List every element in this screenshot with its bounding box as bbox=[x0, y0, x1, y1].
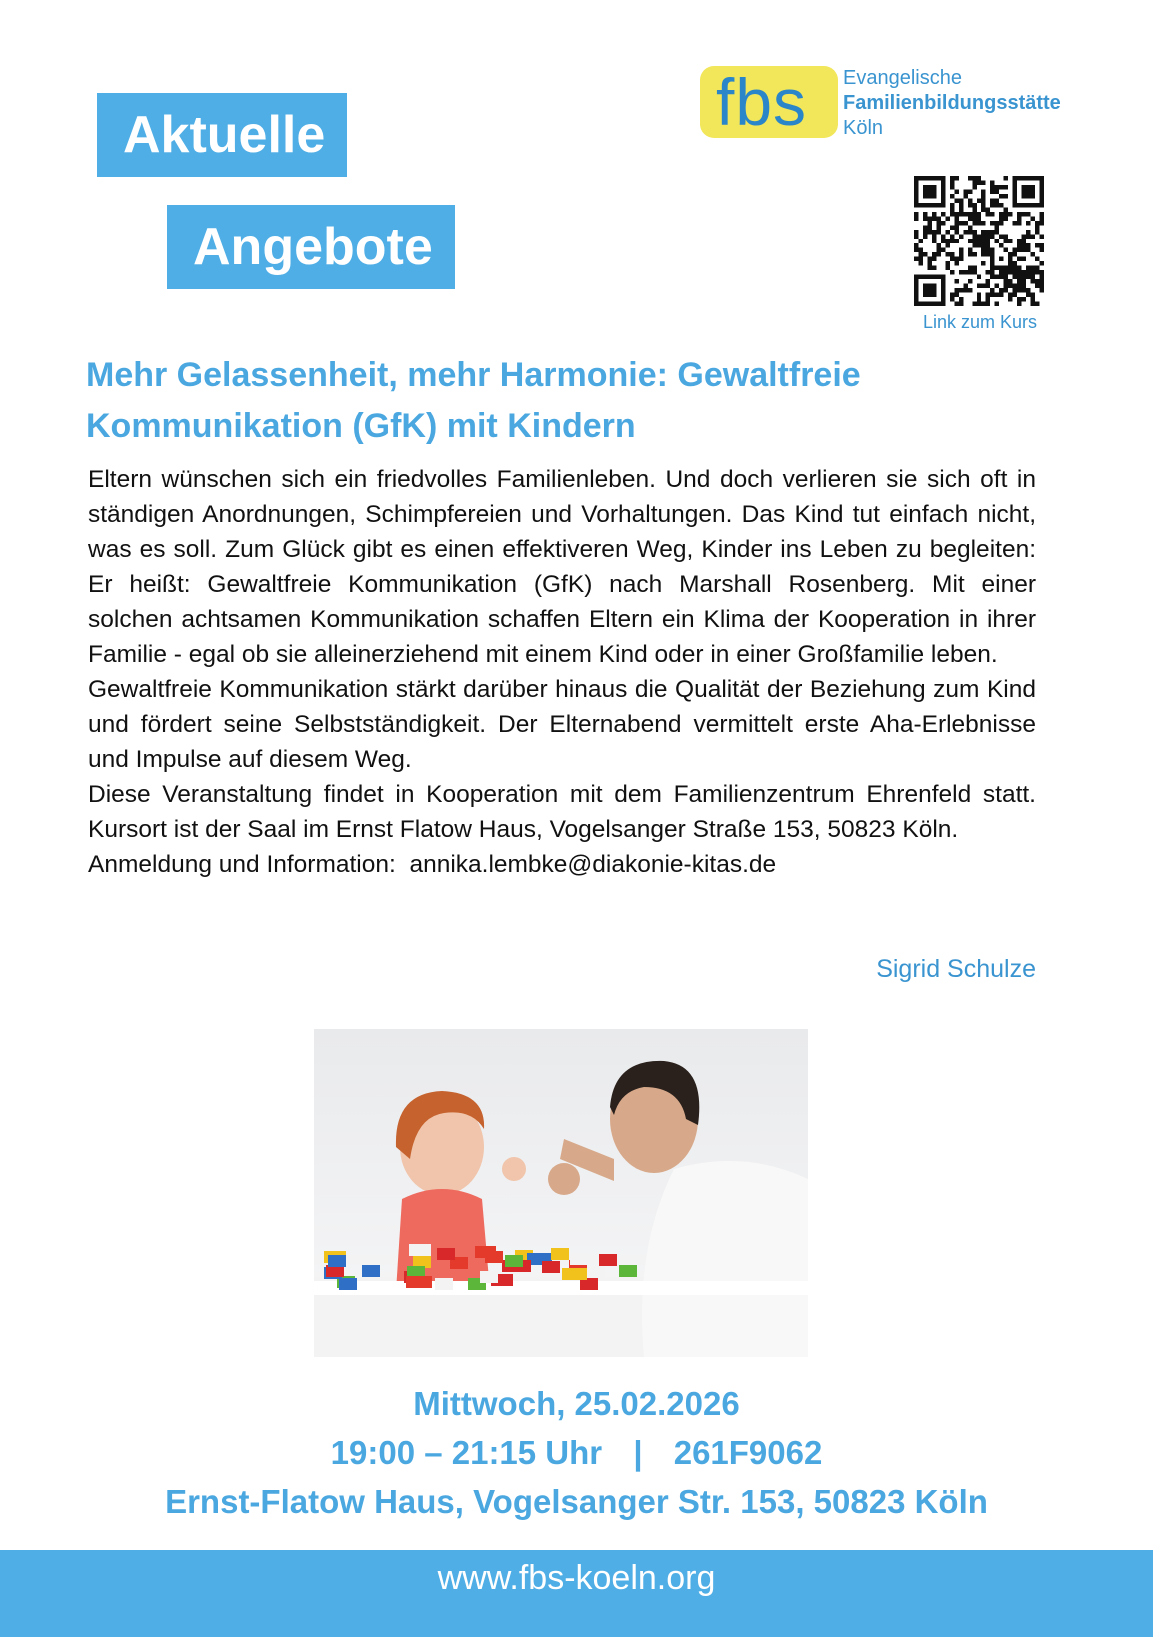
author-name: Sigrid Schulze bbox=[876, 955, 1036, 983]
qr-code[interactable] bbox=[914, 176, 1044, 306]
course-title bbox=[86, 350, 1066, 452]
course-title-line2: Kommunikation (GfK) mit Kindern bbox=[86, 407, 636, 445]
description-paragraph-1: Eltern wünschen sich ein friedvolles Familienleben. Und doch verlieren sie sich oft in ständigen Anordnungen, Schimpfereien und Vorhaltungen. Das Kind tut einfach nicht, was es soll. Zum Glück gibt es einen effektiveren Weg, Kinder ins Leben zu begleiten: Er heißt: Gewaltfreie Kommunikation (GfK) nach Marshall Rosenberg. Mit einer solchen achtsamen Kommunikation schaffen Eltern ein Klima der Kooperation in ihrer Familie - egal ob sie alleinerziehend mit einem Kind oder in einer Großfamilie leben. bbox=[88, 466, 1036, 668]
event-time: 19:00 – 21:15 Uhr bbox=[330, 1434, 603, 1471]
course-title-line1: Mehr Gelassenheit, mehr Harmonie: Gewaltfreie bbox=[86, 356, 861, 394]
contact-line bbox=[88, 847, 1036, 882]
event-location: Ernst-Flatow Haus, Vogelsanger Str. 153, 50823 Köln bbox=[165, 1483, 988, 1520]
description-paragraph-2: Gewaltfreie Kommunikation stärkt darüber hinaus die Qualität der Beziehung zum Kind und fördert seine Selbstständigkeit. Der Elternabend vermittelt erste Aha-Erlebnisse und Impulse auf diesem Weg. bbox=[88, 676, 1036, 773]
fbs-logo bbox=[700, 66, 1060, 146]
qr-code-label[interactable]: Link zum Kurs bbox=[922, 312, 1038, 332]
event-time-row bbox=[0, 1434, 1153, 1472]
website-link[interactable]: www.fbs-koeln.org bbox=[437, 1559, 716, 1597]
contact-label: Anmeldung und Information: bbox=[88, 851, 396, 878]
course-description bbox=[88, 462, 1036, 882]
event-separator: | bbox=[633, 1434, 643, 1471]
logo-text: fbs bbox=[716, 65, 808, 139]
description-paragraph-3: Diese Veranstaltung findet in Kooperation mit dem Familienzentrum Ehrenfeld statt. Kursort ist der Saal im Ernst Flatow Haus, Vogelsanger Straße 153, 50823 Köln. bbox=[88, 781, 1036, 843]
headline-tag-aktuelle: Aktuelle bbox=[97, 93, 347, 177]
course-number: 261F9062 bbox=[673, 1434, 823, 1471]
event-date: Mittwoch, 25.02.2026 bbox=[413, 1385, 740, 1422]
org-name-line3: Köln bbox=[843, 117, 884, 139]
org-name-line1: Evangelische bbox=[843, 67, 962, 89]
logo-badge bbox=[700, 66, 838, 138]
org-name-line2: Familienbildungsstätte bbox=[843, 92, 1061, 114]
headline-tag-angebote: Angebote bbox=[167, 205, 455, 289]
contact-email[interactable]: annika.lembke@diakonie-kitas.de bbox=[409, 851, 777, 878]
course-photo bbox=[314, 1029, 808, 1357]
